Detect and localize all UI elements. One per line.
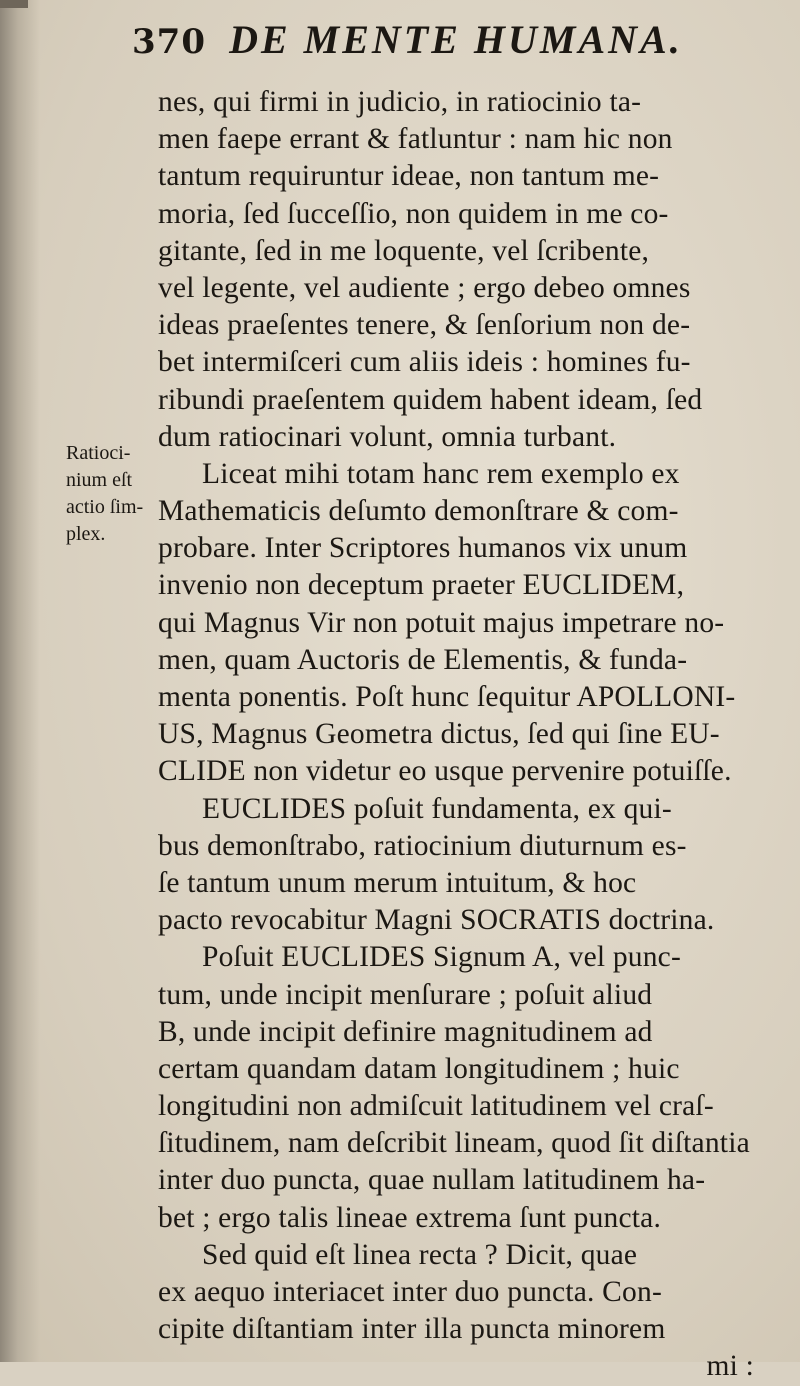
text-line: gitante, ſed in me loquente, vel ſcribente, <box>158 234 650 267</box>
text-line: cipite diſtantiam inter illa puncta minorem <box>158 1313 666 1346</box>
text-line: nes, qui firmi in judicio, in ratiocinio ta- <box>158 86 642 118</box>
margin-note <box>66 440 162 548</box>
text-line: longitudini non admiſcuit latitudinem vel craſ- <box>158 1090 714 1123</box>
text-line: dum ratiocinari volunt, omnia turbant. <box>158 420 617 453</box>
page-number: 370 <box>132 22 206 62</box>
text-line: B, unde incipit definire magnitudinem ad <box>158 1015 653 1048</box>
binding-gutter-shadow <box>0 0 40 1362</box>
text-line: pacto revocabitur Magni SOCRATIS doctrina. <box>158 904 715 937</box>
body-text <box>158 84 798 1386</box>
text-line: tantum requiruntur ideae, non tantum me- <box>158 160 660 193</box>
margin-note-line: nium eſt <box>66 469 133 491</box>
text-line: CLIDE non videtur eo usque pervenire potuiſſe. <box>158 755 732 788</box>
margin-note-line: actio ſim- <box>66 496 144 518</box>
text-line: bet intermiſceri cum aliis ideis : homines fu- <box>158 346 691 379</box>
text-line: bet ; ergo talis lineae extrema ſunt puncta. <box>158 1201 662 1234</box>
running-head-title: DE MENTE HUMANA. <box>229 17 683 62</box>
text-line: men faepe errant & fatluntur : nam hic non <box>158 123 673 156</box>
text-line: inter duo puncta, quae nullam latitudinem ha- <box>158 1164 706 1197</box>
text-line: tum, unde incipit menſurare ; poſuit aliud <box>158 978 653 1011</box>
paragraph-start-line: Sed quid eſt linea recta ? Dicit, quae <box>202 1238 638 1271</box>
text-line: men, quam Auctoris de Elementis, & funda- <box>158 643 688 676</box>
text-line: ribundi praeſentem quidem habent ideam, ſed <box>158 383 703 416</box>
paragraph-start-line: Liceat mihi totam hanc rem exemplo ex <box>202 457 680 490</box>
text-line: qui Magnus Vir non potuit majus impetrare no- <box>158 606 725 639</box>
paragraph-start-line: Poſuit EUCLIDES Signum A, vel punc- <box>202 941 681 974</box>
text-line: ſitudinem, nam deſcribit lineam, quod ſit diſtantia <box>158 1127 750 1160</box>
text-line: US, Magnus Geometra dictus, ſed qui ſine EU- <box>158 718 720 751</box>
text-line: vel legente, vel audiente ; ergo debeo omnes <box>158 271 691 304</box>
text-line: ſe tantum unum merum intuitum, & hoc <box>158 866 637 899</box>
text-line: certam quandam datam longitudinem ; huic <box>158 1052 680 1085</box>
text-line: Mathematicis deſumto demonſtrare & com- <box>158 495 679 528</box>
text-line: ideas praeſentes tenere, & ſenſorium non de- <box>158 309 691 342</box>
margin-note-line: plex. <box>66 523 106 545</box>
text-line: menta ponentis. Poſt hunc ſequitur APOLLONI- <box>158 681 736 713</box>
catchword: mi : <box>706 1350 754 1383</box>
text-line: ex aequo interiacet inter duo puncta. Con- <box>158 1276 662 1308</box>
page-corner-mark <box>0 0 28 8</box>
margin-note-line: Ratioci- <box>66 442 131 464</box>
text-line: moria, ſed ſucceſſio, non quidem in me co- <box>158 197 669 230</box>
running-head <box>132 16 732 70</box>
text-line: bus demonſtrabo, ratiocinium diuturnum es- <box>158 829 687 862</box>
text-line: invenio non deceptum praeter EUCLIDEM, <box>158 569 685 602</box>
paragraph-start-line: EUCLIDES poſuit fundamenta, ex qui- <box>202 792 672 825</box>
text-line: probare. Inter Scriptores humanos vix unum <box>158 532 688 565</box>
